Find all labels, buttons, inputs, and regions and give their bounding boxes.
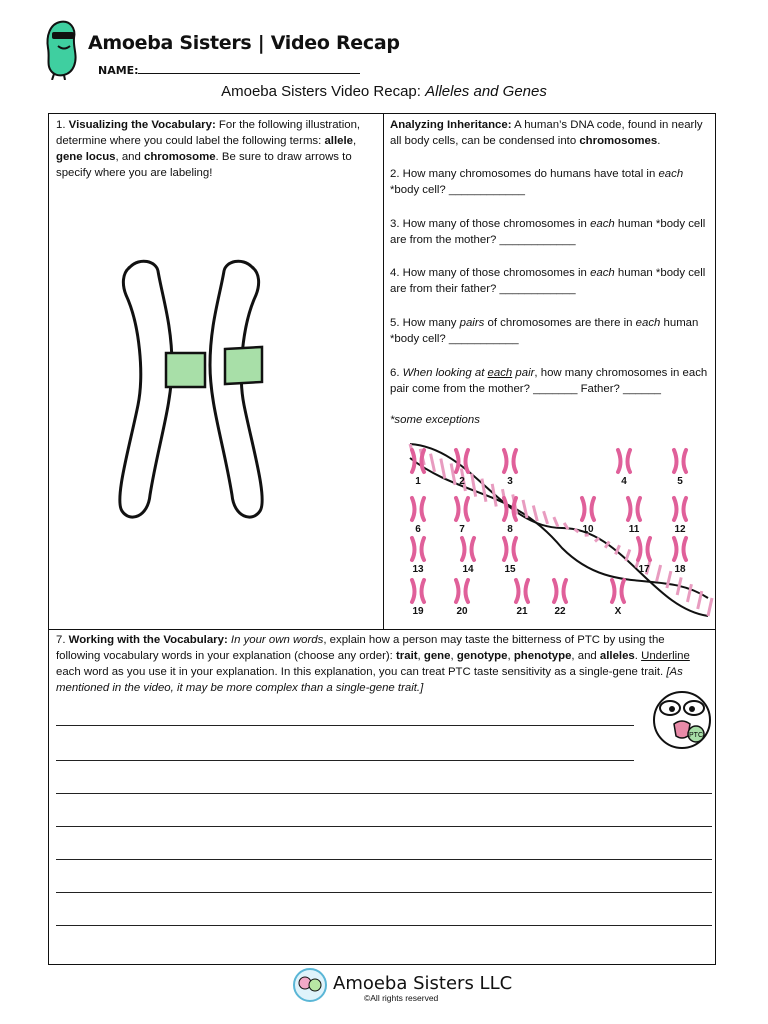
title-prefix: Amoeba Sisters Video Recap: — [221, 83, 426, 100]
exceptions-note: *some exceptions — [390, 414, 480, 426]
karyotype-chromosome-10 — [582, 498, 594, 520]
question-1: 1. Visualizing the Vocabulary: For the following illustration, determine where you could label the following terms: allele, gene locus, and chromosome. Be sure to draw arrows to specify where you are labeling! — [56, 119, 361, 179]
karyotype-label-4: 4 — [621, 476, 627, 487]
name-label: NAME: — [98, 64, 139, 77]
name-field-line[interactable] — [138, 73, 360, 74]
karyotype-chromosome-13 — [412, 538, 424, 560]
karyotype-label-19: 19 — [412, 606, 424, 617]
karyotype-chromosome-20 — [456, 580, 468, 602]
karyotype-chromosome-15 — [504, 538, 516, 560]
karyotype-label-3: 3 — [507, 476, 513, 487]
karyotype-chromosome-18 — [674, 538, 686, 560]
karyotype-label-1: 1 — [415, 476, 421, 487]
karyotype-chromosome-7 — [456, 498, 468, 520]
footer-rights: ©All rights reserved — [364, 993, 439, 1003]
question-6: 6. When looking at each pair, how many chromosomes in each pair come from the mother? _______ Father? ______ — [390, 367, 708, 395]
amoeba-mascot-icon — [40, 18, 86, 80]
brand-title: Amoeba Sisters | Video Recap — [88, 32, 400, 54]
karyotype-chromosome-3 — [504, 450, 516, 472]
karyotype-illustration — [392, 438, 714, 626]
karyotype-label-10: 10 — [582, 524, 594, 535]
karyotype-label-21: 21 — [516, 606, 528, 617]
page-title — [0, 83, 768, 100]
karyotype-label-22: 22 — [554, 606, 566, 617]
karyotype-chromosome-5 — [674, 450, 686, 472]
ptc-badge: PTC — [689, 732, 703, 739]
karyotype-label-5: 5 — [677, 476, 683, 487]
header — [40, 18, 740, 80]
answer-line[interactable] — [56, 793, 712, 794]
answer-line[interactable] — [56, 859, 712, 860]
karyotype-chromosome-X — [612, 580, 624, 602]
karyotype-label-7: 7 — [459, 524, 465, 535]
karyotype-label-18: 18 — [674, 564, 686, 575]
gene-band-right — [225, 347, 262, 384]
answer-line[interactable] — [56, 925, 712, 926]
question-4: 4. How many of those chromosomes in each human *body cell are from their father? ____________ — [390, 267, 706, 295]
karyotype-chromosome-21 — [516, 580, 528, 602]
ptc-character-icon — [650, 690, 714, 750]
question-7: 7. Working with the Vocabulary: In your own words, explain how a person may taste the bitterness of PTC by using the following vocabulary words in your explanation (choose any order): trait, gene, genotype, phenotype, and alleles. Underline each word as you use it in your explanation. In this explanation, you can treat PTC taste sensitivity as a single-gene trait. [As mentioned in the video, it may be more complex than a single-gene trait.] — [56, 634, 690, 694]
karyotype-chromosome-11 — [628, 498, 640, 520]
answer-line[interactable] — [56, 725, 634, 726]
karyotype-chromosome-19 — [412, 580, 424, 602]
karyotype-label-8: 8 — [507, 524, 513, 535]
karyotype-label-11: 11 — [628, 524, 640, 535]
karyotype-label-14: 14 — [462, 564, 474, 575]
footer-company: Amoeba Sisters LLC — [333, 973, 513, 994]
karyotype-label-X: X — [614, 606, 622, 617]
question-2: 2. How many chromosomes do humans have total in each *body cell? ____________ — [390, 168, 684, 196]
question-5: 5. How many pairs of chromosomes are there in each human *body cell? ___________ — [390, 317, 699, 345]
karyotype-chromosome-12 — [674, 498, 686, 520]
karyotype-label-17: 17 — [638, 564, 650, 575]
karyotype-label-2: 2 — [459, 476, 465, 487]
answer-line[interactable] — [56, 892, 712, 893]
karyotype-label-20: 20 — [456, 606, 468, 617]
question-3: 3. How many of those chromosomes in each human *body cell are from the mother? ____________ — [390, 218, 706, 246]
karyotype-chromosome-8 — [504, 498, 516, 520]
inheritance-intro: Analyzing Inheritance: A human’s DNA code, found in nearly all body cells, can be condensed into chromosomes. — [390, 119, 703, 147]
karyotype-label-15: 15 — [504, 564, 516, 575]
row-divider — [48, 629, 716, 630]
answer-line[interactable] — [56, 826, 712, 827]
chromosome-illustration — [110, 255, 310, 535]
karyotype-label-6: 6 — [415, 524, 421, 535]
karyotype-chromosome-1 — [412, 450, 424, 472]
answer-line[interactable] — [56, 760, 634, 761]
karyotype-chromosome-14 — [462, 538, 474, 560]
karyotype-chromosome-17 — [638, 538, 650, 560]
karyotype-chromosome-6 — [412, 498, 424, 520]
karyotype-label-12: 12 — [674, 524, 686, 535]
gene-band-left — [166, 353, 205, 387]
column-divider — [383, 113, 384, 630]
karyotype-chromosome-22 — [554, 580, 566, 602]
karyotype-chromosome-4 — [618, 450, 630, 472]
title-topic: Alleles and Genes — [425, 83, 547, 100]
karyotype-label-13: 13 — [412, 564, 424, 575]
amoeba-sisters-logo-icon — [292, 967, 328, 1003]
